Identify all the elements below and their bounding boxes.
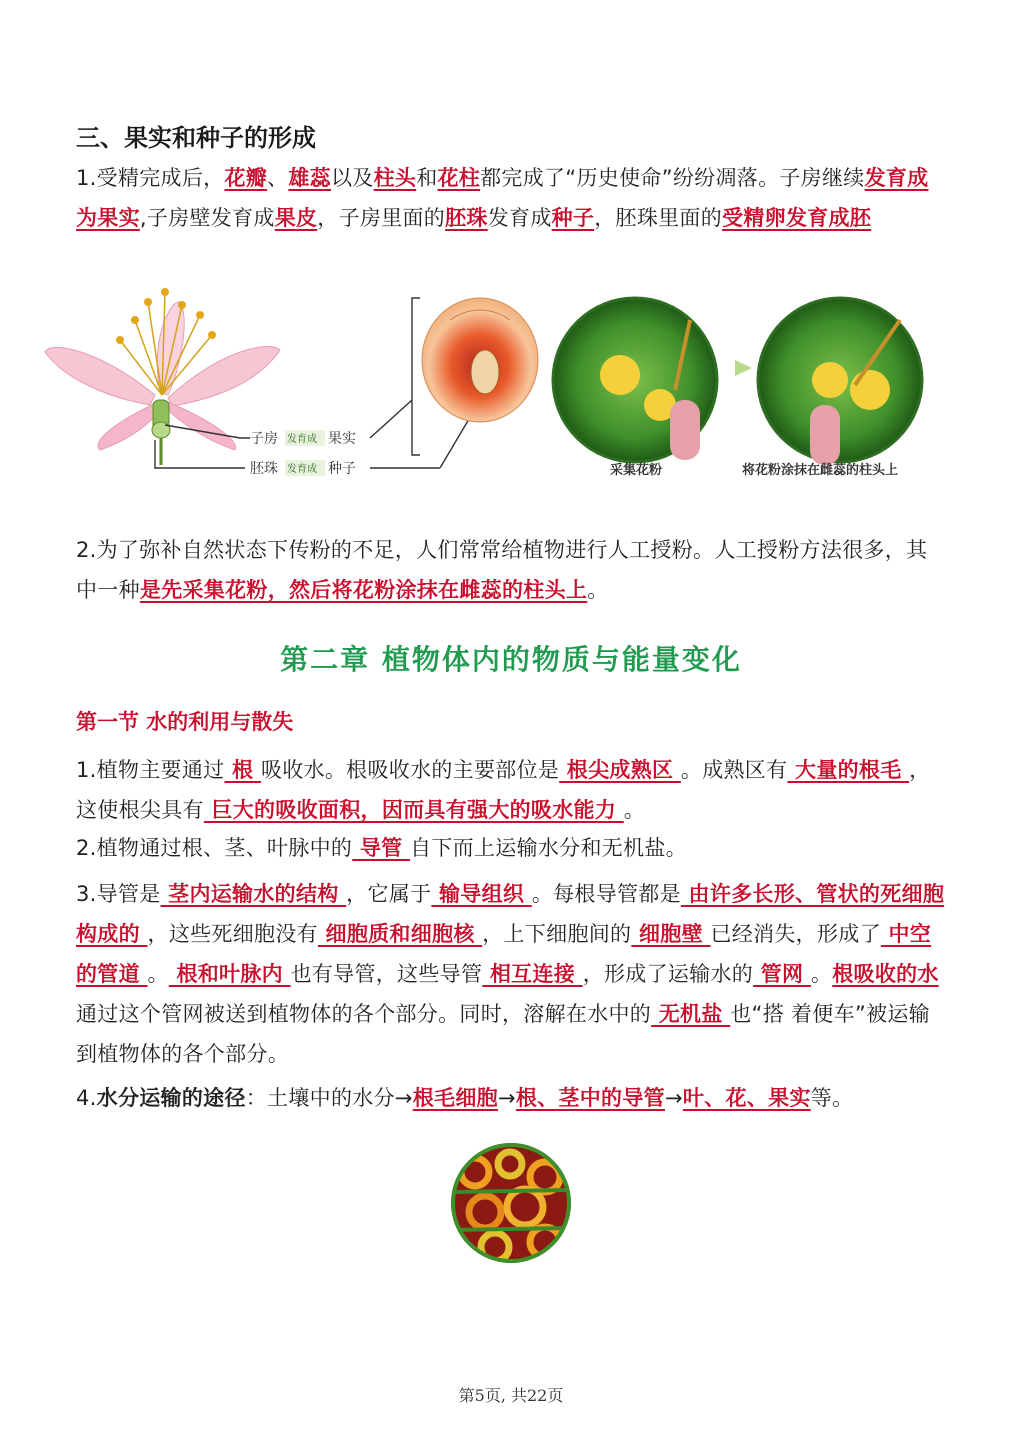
chapter-title: 第二章 植物体内的物质与能量变化 — [280, 643, 742, 676]
photo-collect-pollen — [553, 298, 717, 462]
page-footer: 第5页, 共22页 — [458, 1386, 564, 1405]
paragraph-water-1: 1.植物主要通过 根 吸收水。根吸收水的主要部位是 根尖成熟区 。成熟区有 大量的根毛 ，这使根尖具有 巨大的吸收面积，因而具有强大的吸水能力 。 — [76, 758, 931, 822]
paragraph-water-3: 3.导管是 茎内运输水的结构 ，它属于 输导组织 。每根导管都是 由许多长形、管状的死细胞构成的 ，这些死细胞没有 细胞质和细胞核 ，上下细胞间的 细胞壁 已经消失，形成了 中空的管道 。 根和叶脉内 也有导管，这些导管 相互连接 ，形成了运输水的 管网 。根吸收的水 通过这个管网被送到植物体的各个部分。同时，溶解在水中的 无机盐 也“搭 着便车”被运输到植物体的各个部分。 — [76, 882, 945, 1066]
label-ovary: 子房 — [250, 431, 278, 447]
label-seed: 种子 — [328, 461, 356, 477]
caption-collect-pollen: 采集花粉 — [610, 463, 663, 478]
peach-cross-section — [422, 298, 538, 422]
paragraph-2: 2.为了弥补自然状态下传粉的不足，人们常常给植物进行人工授粉。人工授粉方法很多，其中一种是先采集花粉，然后将花粉涂抹在雌蕊的柱头上。 — [76, 538, 928, 602]
arrow-icon — [735, 360, 752, 376]
caption-apply-pollen: 将花粉涂抹在雌蕊的柱头上 — [742, 463, 899, 478]
paragraph-1: 1.受精完成后，花瓣、雄蕊以及柱头和花柱都完成了“历史使命”纷纷凋落。子房继续发育成为果实,子房壁发育成果皮，子房里面的胚珠发育成种子，胚珠里面的受精卵发育成胚 — [76, 166, 929, 230]
label-fruit: 果实 — [328, 431, 356, 447]
xylem-vessel-image — [450, 1142, 572, 1264]
paragraph-water-4: 4.水分运输的途径：土壤中的水分→根毛细胞→根、茎中的导管→叶、花、果实等。 — [76, 1086, 854, 1110]
flower-fruit-figure — [40, 280, 990, 490]
label-develop-1: 发育成 — [287, 434, 317, 445]
label-ovule: 胚珠 — [250, 461, 278, 477]
section-title: 第一节 水的利用与散失 — [76, 710, 294, 734]
section-heading: 三、果实和种子的形成 — [76, 124, 316, 152]
photo-apply-pollen — [758, 298, 922, 465]
paragraph-water-2: 2.植物通过根、茎、叶脉中的 导管 自下而上运输水分和无机盐。 — [76, 836, 687, 860]
label-develop-2: 发育成 — [287, 464, 317, 475]
